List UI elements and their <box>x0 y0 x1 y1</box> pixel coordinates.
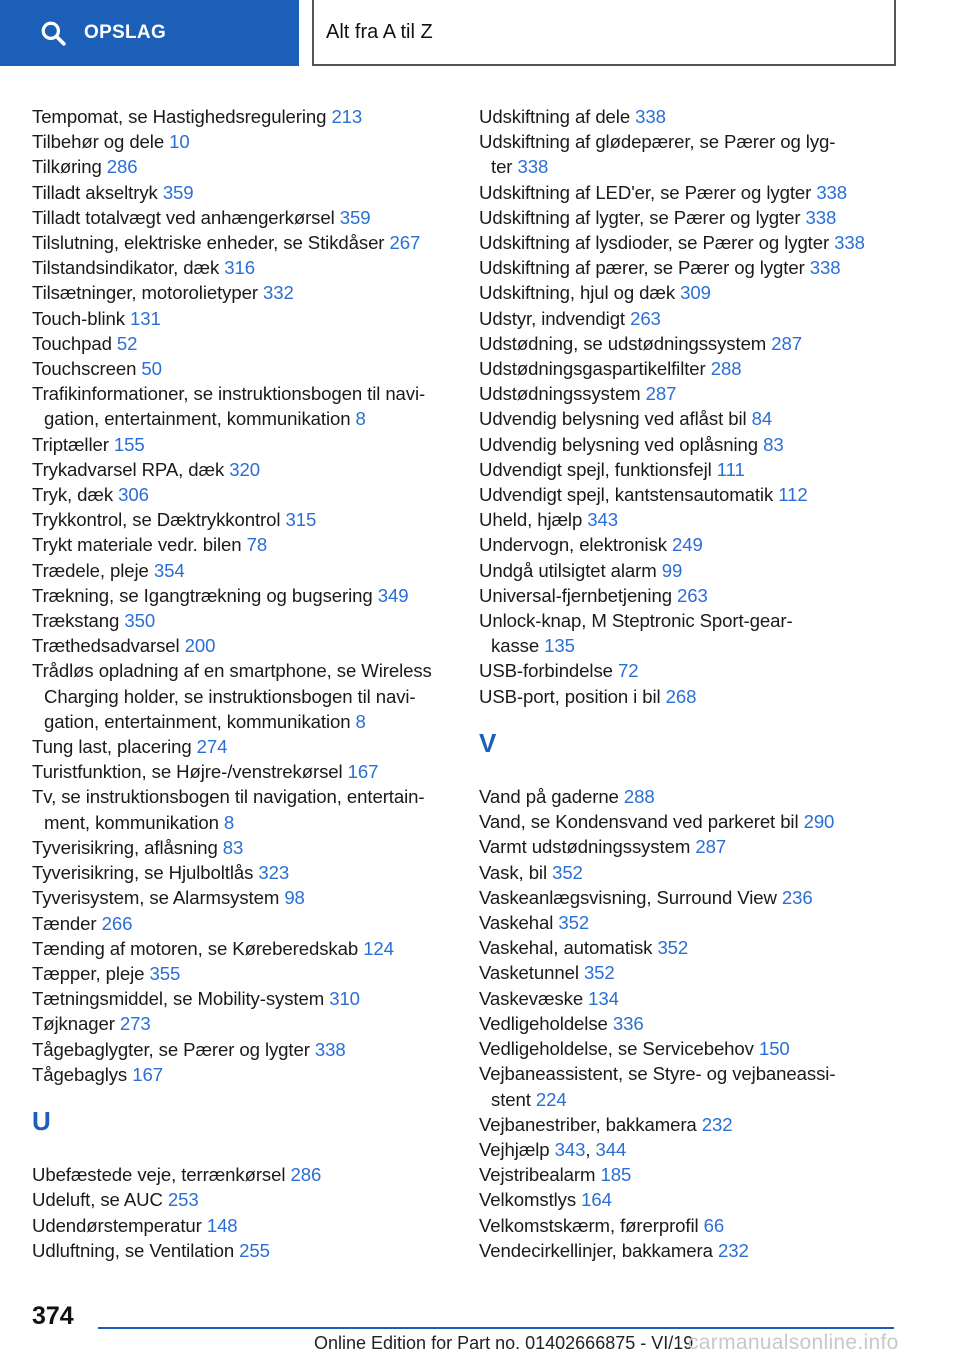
index-entry <box>32 608 457 633</box>
index-entry <box>32 129 457 154</box>
page-link[interactable]: 352 <box>657 937 689 959</box>
entry-continuation <box>32 406 457 431</box>
index-entry <box>32 860 457 885</box>
entry-continuation <box>479 154 909 179</box>
page-link[interactable]: 315 <box>285 509 317 531</box>
entry-term: Velkomstskærm, førerprofil <box>479 1214 699 1236</box>
entry-term-continued: Charging holder, se instruktionsbogen til navi- <box>44 685 416 707</box>
index-entry <box>32 583 457 608</box>
page-link[interactable]: 213 <box>331 106 363 127</box>
page-link[interactable]: 263 <box>677 584 708 606</box>
page-link[interactable]: 99 <box>661 559 683 581</box>
index-entry <box>32 885 457 910</box>
entry-term: Velkomstlys <box>479 1189 577 1211</box>
section-title-tab[interactable] <box>312 0 896 66</box>
entry-term: Vedligeholdelse <box>479 1012 608 1034</box>
page-link[interactable]: 338 <box>816 181 848 203</box>
index-entry <box>32 205 457 230</box>
entry-term: Tv, se instruktionsbogen til navigation, entertain- <box>32 786 425 808</box>
entry-term: Tilstandsindikator, dæk <box>32 257 220 279</box>
entry-term: Vejbanestriber, bakkamera <box>479 1113 697 1135</box>
entry-term: Vask, bil <box>479 861 547 883</box>
entry-term: Vedligeholdelse, se Servicebehov <box>479 1038 754 1060</box>
index-entry <box>32 961 457 986</box>
entry-term: Ubefæstede veje, terrænkørsel <box>32 1164 286 1186</box>
index-entry <box>32 306 457 331</box>
entry-term: Vasketunnel <box>479 962 579 984</box>
page-link[interactable]: 8 <box>355 408 366 430</box>
index-entry <box>32 1187 457 1212</box>
entry-term: Tøjknager <box>32 1013 115 1035</box>
index-entry <box>479 432 909 457</box>
page-link[interactable]: 236 <box>781 886 813 908</box>
entry-term: Udvendig belysning ved aflåst bil <box>479 408 747 430</box>
index-entry <box>32 1162 457 1187</box>
page-link[interactable]: 350 <box>124 610 156 632</box>
page-link[interactable]: 316 <box>224 257 255 279</box>
entry-term: Udskiftning af LED'er, se Pærer og lygter <box>479 181 812 203</box>
entry-term: Tågebaglys <box>32 1063 128 1085</box>
entry-term: USB-port, position i bil <box>479 685 661 707</box>
entry-term: Tilsætninger, motorolietyper <box>32 282 258 304</box>
page-link[interactable]: 310 <box>329 988 360 1010</box>
index-entry <box>479 784 909 809</box>
search-icon <box>40 20 66 46</box>
entry-term: Udluftning, se Ventilation <box>32 1239 235 1261</box>
page-link[interactable]: 338 <box>635 106 666 127</box>
entry-term: Tilslutning, elektriske enheder, se Stikdåser <box>32 232 385 254</box>
index-entry <box>479 331 909 356</box>
index-entry <box>32 507 457 532</box>
entry-term: Udskiftning af dele <box>479 106 631 127</box>
index-entry <box>479 608 909 658</box>
entry-term: Vejbaneassistent, se Styre- og vejbaneassi- <box>479 1063 836 1085</box>
page-link[interactable]: 8 <box>355 710 366 732</box>
entry-term: Træthedsadvarsel <box>32 635 180 657</box>
index-entry <box>479 104 909 129</box>
entry-term: Undgå utilsigtet alarm <box>479 559 657 581</box>
page-link[interactable]: 286 <box>106 156 138 178</box>
index-column-left <box>32 104 457 1263</box>
index-entry <box>32 154 457 179</box>
entry-term-continued: stent <box>491 1088 531 1110</box>
entry-term: Vand på gaderne <box>479 786 619 808</box>
footer-divider <box>98 1327 894 1329</box>
index-entry <box>32 1011 457 1036</box>
entry-term: Triptæller <box>32 433 109 455</box>
section-letter: V <box>479 727 497 758</box>
page-link[interactable]: 323 <box>258 862 290 884</box>
index-entry <box>32 734 457 759</box>
entry-term: Tænder <box>32 912 97 934</box>
entry-term: Vaskeanlægsvisning, Surround View <box>479 886 777 908</box>
index-entry <box>479 230 909 255</box>
index-entry <box>32 532 457 557</box>
page-link[interactable]: 83 <box>763 433 784 455</box>
entry-continuation <box>32 684 457 709</box>
index-entry <box>479 834 909 859</box>
index-entry <box>32 1213 457 1238</box>
entry-continuation <box>32 709 457 734</box>
index-entry <box>479 935 909 960</box>
page-link[interactable]: 78 <box>246 534 268 556</box>
entry-term: Vand, se Kondensvand ved parkeret bil <box>479 811 799 833</box>
index-entry <box>479 482 909 507</box>
page-link[interactable]: 349 <box>377 584 409 606</box>
entry-term: Tyverisikring, aflåsning <box>32 836 218 858</box>
index-entry <box>32 457 457 482</box>
index-entry <box>479 507 909 532</box>
page-link[interactable]: 287 <box>771 332 803 354</box>
index-entry <box>479 910 909 935</box>
page-link[interactable]: 338 <box>805 206 837 228</box>
entry-term: Turistfunktion, se Højre-/venstrekørsel <box>32 761 343 783</box>
entry-term-continued: gation, entertainment, kommunikation <box>44 408 351 430</box>
entry-term: Tilladt akseltryk <box>32 181 158 203</box>
page-link[interactable]: 338 <box>834 232 865 254</box>
index-entry <box>479 1112 909 1137</box>
page-link[interactable]: 232 <box>701 1113 733 1135</box>
page-link[interactable]: 83 <box>222 836 244 858</box>
page-link[interactable]: 268 <box>665 685 697 707</box>
search-tab[interactable] <box>0 0 299 66</box>
index-entry <box>479 129 909 179</box>
page-link[interactable]: 66 <box>703 1214 725 1236</box>
page-link[interactable]: 286 <box>290 1164 322 1186</box>
index-entry <box>32 911 457 936</box>
index-entry <box>479 960 909 985</box>
index-entry <box>32 658 457 734</box>
entry-term: Trædele, pleje <box>32 559 149 581</box>
page-link[interactable]: 338 <box>809 257 841 279</box>
page-link[interactable]: 273 <box>119 1013 151 1035</box>
entry-term: Varmt udstødningssystem <box>479 836 691 858</box>
entry-term: Universal-fjernbetjening <box>479 584 672 606</box>
index-entry <box>479 457 909 482</box>
entry-term: Udskiftning af pærer, se Pærer og lygter <box>479 257 805 279</box>
page-link[interactable]: 359 <box>162 181 194 203</box>
page-link[interactable]: 290 <box>803 811 835 833</box>
entry-term: Udvendig belysning ved oplåsning <box>479 433 759 455</box>
entry-term: Vejstribealarm <box>479 1164 596 1186</box>
index-entry <box>479 356 909 381</box>
index-entry <box>479 406 909 431</box>
watermark: carmanualsonline.info <box>688 1331 899 1354</box>
footer-edition-text: Online Edition for Part no. 01402666875 - VI/19 <box>314 1333 694 1353</box>
page-link[interactable]: 355 <box>149 962 181 984</box>
page-link[interactable]: 84 <box>751 408 773 430</box>
search-tab-label: OPSLAG <box>84 22 167 43</box>
index-entry <box>479 809 909 834</box>
entry-term: Udskiftning af lysdioder, se Pærer og lygter <box>479 232 830 254</box>
page-link[interactable]: 200 <box>184 635 216 657</box>
index-entry <box>32 331 457 356</box>
entry-term: Vaskehal <box>479 912 554 934</box>
page-link[interactable]: 336 <box>612 1012 644 1034</box>
page-link[interactable]: 287 <box>645 383 677 405</box>
entry-term: Vaskehal, automatisk <box>479 937 653 959</box>
index-entry <box>479 306 909 331</box>
entry-term: Udendørstemperatur <box>32 1214 202 1236</box>
entry-term: Tyverisystem, se Alarmsystem <box>32 887 280 909</box>
entry-term: Undervogn, elektronisk <box>479 534 667 556</box>
entry-term: Udstødningsgaspartikelfilter <box>479 358 706 380</box>
entry-term: Touchscreen <box>32 358 137 380</box>
entry-term: Tætningsmiddel, se Mobility-system <box>32 988 325 1010</box>
entry-term-continued: ter <box>491 156 513 178</box>
page-link[interactable]: 338 <box>517 156 549 178</box>
page-link[interactable]: 124 <box>363 937 394 959</box>
page-link[interactable]: 352 <box>552 861 583 883</box>
page-link[interactable]: 253 <box>167 1189 199 1211</box>
index-entry <box>32 633 457 658</box>
index-entry <box>479 1036 909 1061</box>
entry-term: Trafikinformationer, se instruktionsbogen til navi- <box>32 383 426 405</box>
index-entry <box>32 482 457 507</box>
page-link[interactable]: 167 <box>347 761 379 783</box>
page-link[interactable]: 72 <box>617 660 639 682</box>
entry-term: Vejhjælp <box>479 1138 550 1160</box>
index-entry <box>479 255 909 280</box>
entry-term: Udskiftning af lygter, se Pærer og lygter <box>479 206 801 228</box>
index-entry <box>32 936 457 961</box>
index-entry <box>32 255 457 280</box>
index-entry <box>32 835 457 860</box>
entry-term: Tryk, dæk <box>32 484 114 506</box>
entry-continuation <box>479 1087 909 1112</box>
index-entry <box>479 860 909 885</box>
page-link[interactable]: 8 <box>223 811 235 833</box>
entry-term: Tempomat, se Hastighedsregulering <box>32 106 327 127</box>
entry-term: Unlock-knap, M Steptronic Sport-gear- <box>479 610 793 632</box>
page-link[interactable]: 309 <box>680 282 711 304</box>
index-entry <box>32 104 457 129</box>
entry-term: Trykkontrol, se Dæktrykkontrol <box>32 509 281 531</box>
entry-term: USB-forbindelse <box>479 660 613 682</box>
page-link[interactable]: 232 <box>717 1239 749 1261</box>
entry-continuation <box>479 633 909 658</box>
index-entry <box>32 759 457 784</box>
page-link[interactable]: 155 <box>113 433 145 455</box>
index-entry <box>479 1162 909 1187</box>
page-link[interactable]: 134 <box>588 987 619 1009</box>
header-bar <box>0 0 960 66</box>
page-link[interactable]: 306 <box>118 484 149 506</box>
index-entry <box>479 205 909 230</box>
entry-term: Tung last, placering <box>32 736 192 758</box>
entry-term: Udvendigt spejl, funktionsfejl <box>479 458 712 480</box>
entry-term: Trækning, se Igangtrækning og bugsering <box>32 584 373 606</box>
index-entry: Vejhjælp 343, 344 <box>479 1138 627 1160</box>
entry-term: Uheld, hjælp <box>479 509 583 531</box>
index-entry <box>479 558 909 583</box>
page-link[interactable]: 50 <box>141 358 162 380</box>
index-entry <box>32 280 457 305</box>
entry-term: Udstødning, se udstødningssystem <box>479 332 767 354</box>
page-link[interactable]: 255 <box>239 1239 270 1261</box>
page-link[interactable]: 150 <box>758 1038 790 1060</box>
entry-term: Trykadvarsel RPA, dæk <box>32 458 225 480</box>
index-entry <box>32 180 457 205</box>
entry-term: Tænding af motoren, se Køreberedskab <box>32 937 359 959</box>
page-link[interactable]: 224 <box>535 1088 567 1110</box>
entry-term-continued: gation, entertainment, kommunikation <box>44 710 351 732</box>
index-entry <box>479 532 909 557</box>
page-link[interactable]: 320 <box>229 458 260 480</box>
entry-term: Udskiftning af glødepærer, se Pærer og lyg- <box>479 131 836 153</box>
page-link[interactable]: 352 <box>583 962 615 984</box>
page-link[interactable]: 359 <box>339 206 371 228</box>
index-entry <box>32 558 457 583</box>
index-entry <box>479 885 909 910</box>
index-entry <box>32 1238 457 1263</box>
page-link[interactable]: 266 <box>101 912 133 934</box>
index-entry <box>32 356 457 381</box>
page-link[interactable]: 98 <box>284 887 305 909</box>
entry-term: Touch-blink <box>32 307 125 329</box>
section-letter: U <box>32 1105 51 1136</box>
index-entry <box>479 381 909 406</box>
entry-term: Trykt materiale vedr. bilen <box>32 534 242 556</box>
entry-term: Vaskevæske <box>479 987 584 1009</box>
index-entry <box>479 1061 909 1111</box>
page-number: 374 <box>32 1302 74 1330</box>
entry-term: Tågebaglygter, se Pærer og lygter <box>32 1038 310 1060</box>
index-entry <box>32 1062 457 1087</box>
page-link[interactable]: 344 <box>595 1138 627 1160</box>
index-entry <box>32 784 457 834</box>
entry-term: Trådløs opladning af en smartphone, se Wireless <box>32 660 432 682</box>
page-link[interactable]: 185 <box>600 1164 632 1186</box>
page-link[interactable]: 287 <box>695 836 727 858</box>
page-link[interactable]: 164 <box>581 1189 612 1211</box>
index-entry <box>479 658 909 683</box>
index-entry <box>479 1011 909 1036</box>
page-link[interactable]: 343 <box>554 1138 586 1160</box>
page-link[interactable]: 338 <box>314 1038 346 1060</box>
entry-term-continued: kasse <box>491 635 540 657</box>
page-link[interactable]: 112 <box>778 484 808 506</box>
index-entry <box>479 1238 909 1263</box>
index-entry <box>479 684 909 709</box>
page-link[interactable]: 135 <box>544 635 575 657</box>
index-entry <box>479 280 909 305</box>
index-entry <box>479 986 909 1011</box>
entry-term: Udskiftning, hjul og dæk <box>479 282 676 304</box>
entry-term: Tilbehør og dele <box>32 131 165 153</box>
entry-term: Tilkøring <box>32 156 102 178</box>
index-column-right <box>479 104 909 1263</box>
entry-term: Trækstang <box>32 610 120 632</box>
entry-term: Udstyr, indvendigt <box>479 307 625 329</box>
index-entry <box>32 381 457 431</box>
entry-term-continued: ment, kommunikation <box>44 811 219 833</box>
page-link[interactable]: 332 <box>263 282 294 304</box>
index-entry <box>32 432 457 457</box>
page-link[interactable]: 288 <box>710 358 742 380</box>
page-link[interactable]: 52 <box>116 332 138 354</box>
page-link[interactable]: 131 <box>130 307 161 329</box>
entry-term: Udeluft, se AUC <box>32 1189 163 1211</box>
page-link[interactable]: 352 <box>558 912 590 934</box>
entry-term: Udvendigt spejl, kantstensautomatik <box>479 484 774 506</box>
section-title: Alt fra A til Z <box>326 20 433 43</box>
entry-term: Tæpper, pleje <box>32 962 145 984</box>
page-link[interactable]: 10 <box>169 131 190 153</box>
index-entry <box>32 1037 457 1062</box>
index-entry <box>479 1187 909 1212</box>
page-link[interactable]: 148 <box>206 1214 238 1236</box>
page-link[interactable]: 267 <box>389 232 421 254</box>
entry-term: Tilladt totalvægt ved anhængerkørsel <box>32 206 335 228</box>
index-entry <box>479 583 909 608</box>
page-link[interactable]: 249 <box>672 534 703 556</box>
page-link[interactable]: 354 <box>153 559 185 581</box>
index-entry <box>32 986 457 1011</box>
entry-term: Vendecirkellinjer, bakkamera <box>479 1239 713 1261</box>
page-link[interactable]: 288 <box>623 786 655 808</box>
index-entry <box>479 1213 909 1238</box>
index-entry <box>32 230 457 255</box>
page-link[interactable]: 167 <box>132 1063 163 1085</box>
page-link[interactable]: 343 <box>587 509 619 531</box>
entry-term: Udstødningssystem <box>479 383 641 405</box>
page-link[interactable]: 263 <box>630 307 661 329</box>
index-entry <box>479 180 909 205</box>
page-link[interactable]: 274 <box>196 736 228 758</box>
entry-continuation <box>32 810 457 835</box>
entry-term: Tyverisikring, se Hjulboltlås <box>32 862 254 884</box>
page-link[interactable]: 111 <box>716 458 745 480</box>
entry-term: Touchpad <box>32 332 112 354</box>
